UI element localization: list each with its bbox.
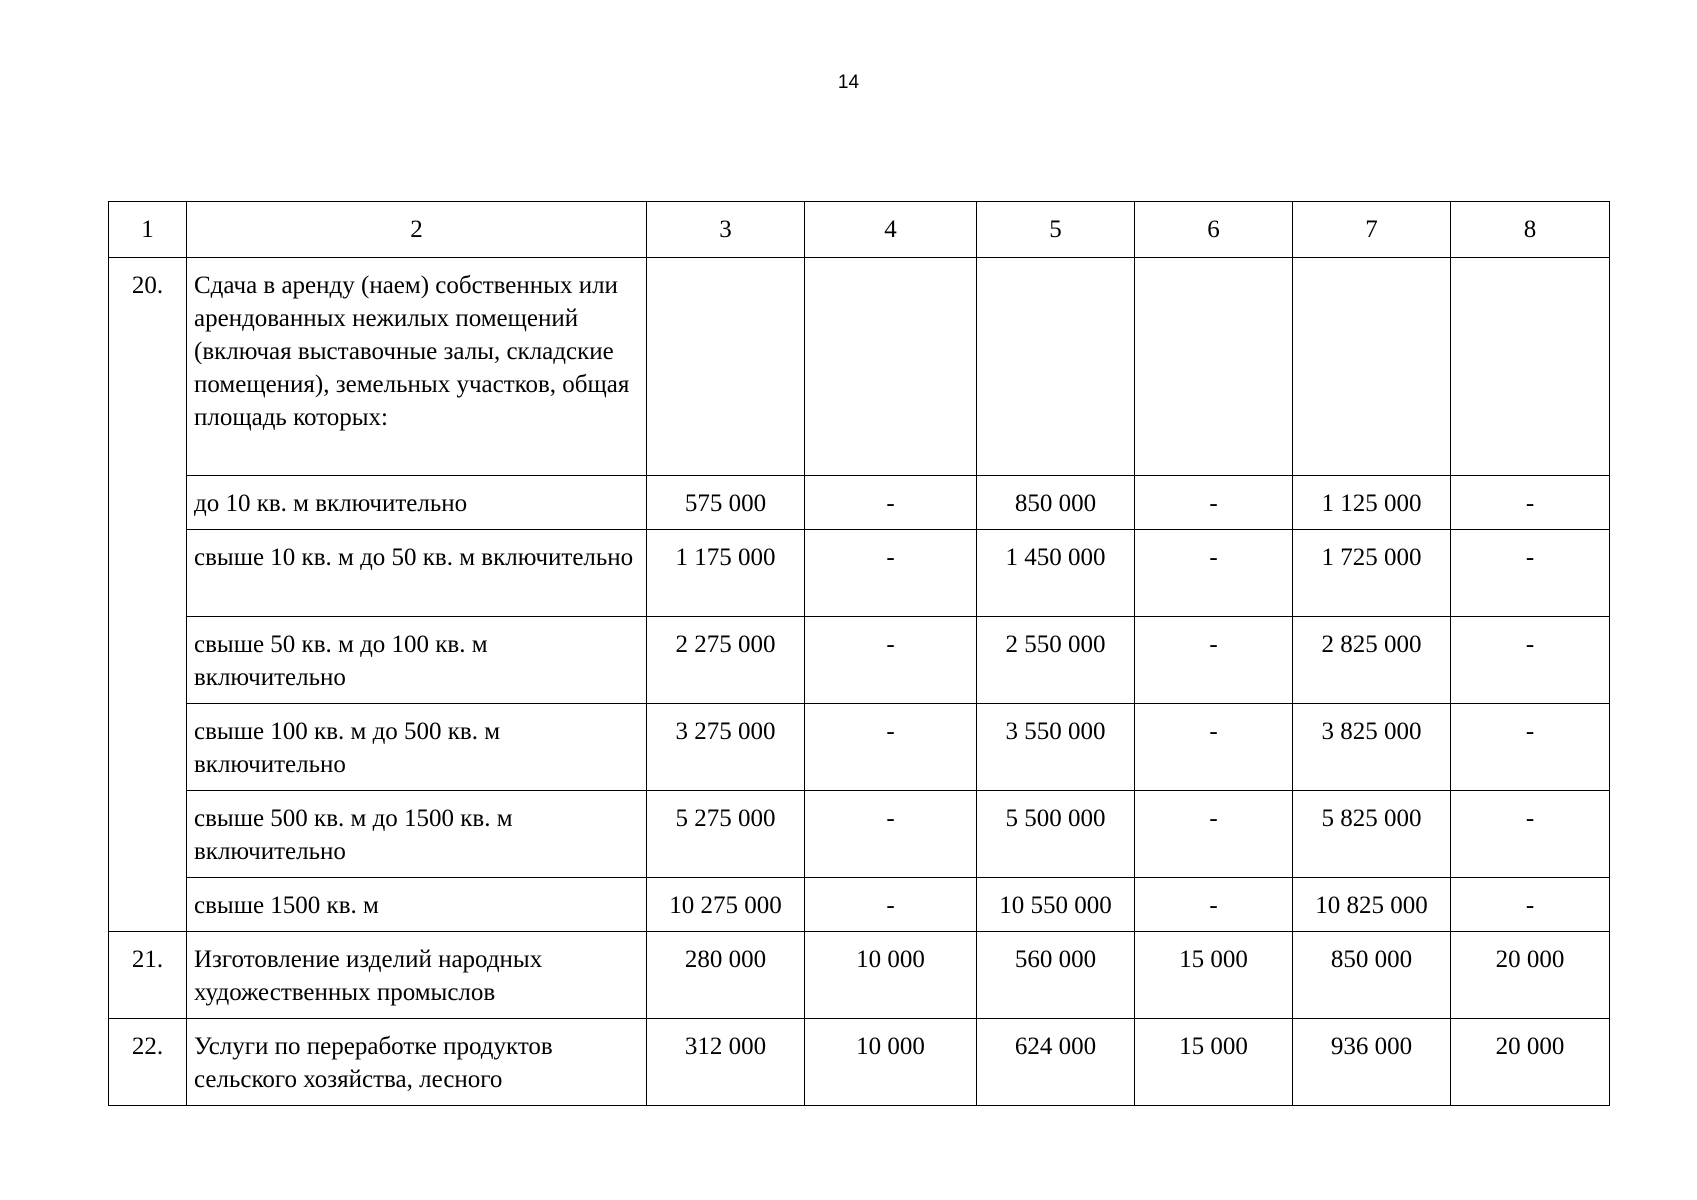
value-cell-col3: 312 000 <box>647 1019 805 1106</box>
value-cell-col5: 850 000 <box>977 476 1135 530</box>
column-number-cell: 8 <box>1451 202 1610 258</box>
value-cell-col6: - <box>1135 791 1293 878</box>
value-cell-col4: - <box>805 617 977 704</box>
activity-description-cell: свыше 50 кв. м до 100 кв. м включительно <box>187 617 647 704</box>
value-cell-col4: 10 000 <box>805 1019 977 1106</box>
table-row <box>109 530 1610 617</box>
value-cell-col7: 2 825 000 <box>1293 617 1451 704</box>
value-cell-col6 <box>1135 258 1293 476</box>
table-row <box>109 1019 1610 1106</box>
value-cell-col4: - <box>805 791 977 878</box>
value-cell-col7: 936 000 <box>1293 1019 1451 1106</box>
value-cell-col8: - <box>1451 791 1610 878</box>
table-row <box>109 476 1610 530</box>
value-cell-col8: - <box>1451 617 1610 704</box>
value-cell-col7: 1 725 000 <box>1293 530 1451 617</box>
value-cell-col5: 624 000 <box>977 1019 1135 1106</box>
value-cell-col3: 2 275 000 <box>647 617 805 704</box>
value-cell-col3: 280 000 <box>647 932 805 1019</box>
column-number-cell: 7 <box>1293 202 1451 258</box>
value-cell-col8: 20 000 <box>1451 932 1610 1019</box>
column-number-header-row <box>109 202 1610 258</box>
value-cell-col6: 15 000 <box>1135 932 1293 1019</box>
activity-description-cell: свыше 500 кв. м до 1500 кв. м включительно <box>187 791 647 878</box>
value-cell-col6: 15 000 <box>1135 1019 1293 1106</box>
value-cell-col3: 1 175 000 <box>647 530 805 617</box>
value-cell-col3 <box>647 258 805 476</box>
column-number-cell: 3 <box>647 202 805 258</box>
value-cell-col6: - <box>1135 530 1293 617</box>
value-cell-col8: - <box>1451 704 1610 791</box>
activity-description-cell: Услуги по переработке продуктов сельского хозяйства, лесного <box>187 1019 647 1106</box>
column-number-cell: 6 <box>1135 202 1293 258</box>
row-number-cell: 22. <box>109 1019 187 1106</box>
table-row <box>109 791 1610 878</box>
value-cell-col4: - <box>805 704 977 791</box>
value-cell-col8: - <box>1451 476 1610 530</box>
value-cell-col3: 5 275 000 <box>647 791 805 878</box>
tax-rates-table <box>108 201 1610 1106</box>
value-cell-col4 <box>805 258 977 476</box>
value-cell-col8 <box>1451 258 1610 476</box>
activity-description-cell: Изготовление изделий народных художественных промыслов <box>187 932 647 1019</box>
value-cell-col7: 850 000 <box>1293 932 1451 1019</box>
activity-description-cell: свыше 10 кв. м до 50 кв. м включительно <box>187 530 647 617</box>
column-number-cell: 2 <box>187 202 647 258</box>
value-cell-col6: - <box>1135 704 1293 791</box>
row-number-cell: 21. <box>109 932 187 1019</box>
value-cell-col5: 5 500 000 <box>977 791 1135 878</box>
table-row <box>109 704 1610 791</box>
value-cell-col4: - <box>805 530 977 617</box>
value-cell-col7: 1 125 000 <box>1293 476 1451 530</box>
value-cell-col3: 3 275 000 <box>647 704 805 791</box>
value-cell-col5: 2 550 000 <box>977 617 1135 704</box>
value-cell-col7: 10 825 000 <box>1293 878 1451 932</box>
value-cell-col3: 575 000 <box>647 476 805 530</box>
value-cell-col5: 1 450 000 <box>977 530 1135 617</box>
value-cell-col6: - <box>1135 476 1293 530</box>
value-cell-col4: - <box>805 476 977 530</box>
value-cell-col3: 10 275 000 <box>647 878 805 932</box>
value-cell-col7: 5 825 000 <box>1293 791 1451 878</box>
column-number-cell: 4 <box>805 202 977 258</box>
value-cell-col4: - <box>805 878 977 932</box>
value-cell-col6: - <box>1135 617 1293 704</box>
value-cell-col5: 10 550 000 <box>977 878 1135 932</box>
column-number-cell: 1 <box>109 202 187 258</box>
value-cell-col8: - <box>1451 878 1610 932</box>
page-number: 14 <box>837 72 860 93</box>
value-cell-col4: 10 000 <box>805 932 977 1019</box>
value-cell-col5: 3 550 000 <box>977 704 1135 791</box>
value-cell-col5 <box>977 258 1135 476</box>
row-number-cell: 20. <box>109 258 187 932</box>
activity-description-cell: до 10 кв. м включительно <box>187 476 647 530</box>
value-cell-col7 <box>1293 258 1451 476</box>
value-cell-col6: - <box>1135 878 1293 932</box>
value-cell-col8: 20 000 <box>1451 1019 1610 1106</box>
activity-description-cell: свыше 1500 кв. м <box>187 878 647 932</box>
activity-description-cell: Сдача в аренду (наем) собственных или арендованных нежилых помещений (включая выставочные залы, складские помещения), земельных участков, общая площадь которых: <box>187 258 647 476</box>
table-row <box>109 617 1610 704</box>
table-row <box>109 932 1610 1019</box>
value-cell-col7: 3 825 000 <box>1293 704 1451 791</box>
activity-description-cell: свыше 100 кв. м до 500 кв. м включительно <box>187 704 647 791</box>
column-number-cell: 5 <box>977 202 1135 258</box>
value-cell-col5: 560 000 <box>977 932 1135 1019</box>
value-cell-col8: - <box>1451 530 1610 617</box>
table-row <box>109 258 1610 476</box>
table-row <box>109 878 1610 932</box>
